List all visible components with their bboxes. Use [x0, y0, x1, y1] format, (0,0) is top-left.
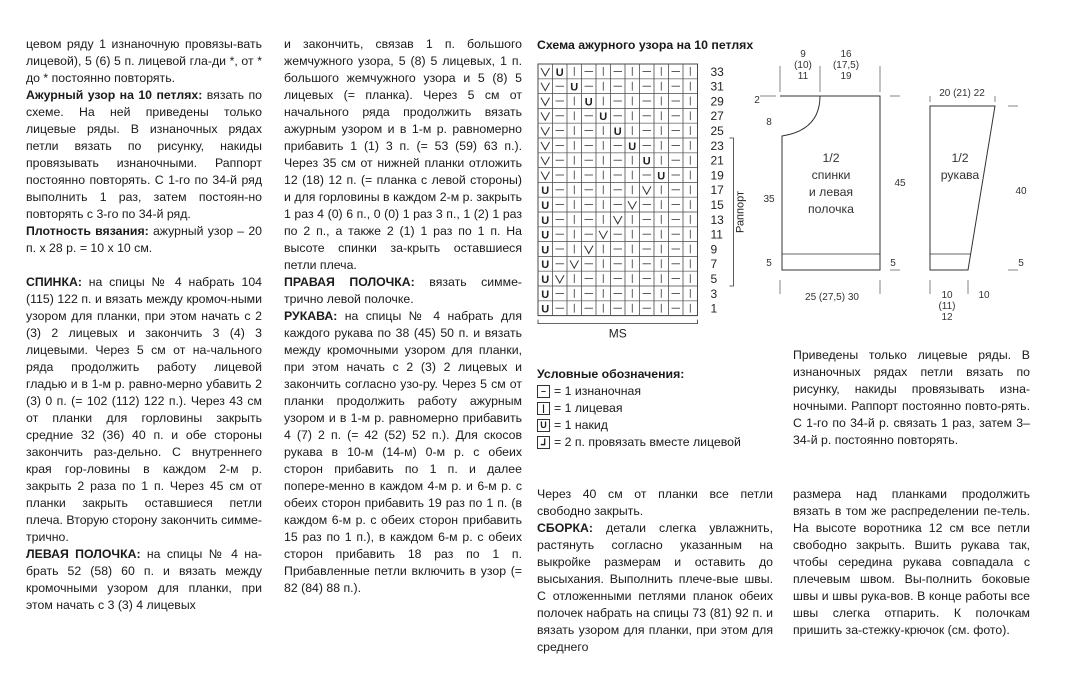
paragraph — [26, 546, 262, 614]
yarn-over-icon: U — [537, 419, 550, 432]
paragraph — [26, 223, 262, 257]
dim-label: 5 — [890, 258, 896, 269]
yarn-over-icon: U — [541, 303, 550, 316]
ms-bracket — [538, 320, 698, 324]
yarn-over-icon: U — [657, 170, 666, 183]
paragraph-text: на спицы № 4 на-брать 52 (58) 60 п. и вязать между кромочными узором для планки, при этом начать с 3 (3) 4 лицевых — [26, 547, 262, 612]
dim-label: 16 — [840, 49, 852, 60]
dim-label: (17,5) — [832, 60, 860, 71]
yarn-over-icon: U — [613, 126, 622, 138]
garment-schematic — [740, 44, 1040, 334]
row-number-label: 21 — [710, 153, 724, 168]
section-heading: ЛЕВАЯ ПОЛОЧКА: — [26, 547, 141, 561]
row-number-label: 19 — [710, 168, 724, 183]
yarn-over-icon: U — [555, 66, 564, 79]
row-number-label: 17 — [710, 183, 724, 198]
legend-item — [537, 417, 741, 434]
text-column-4 — [793, 486, 1030, 639]
dim-label: 9 — [800, 49, 806, 60]
legend-text: = 1 изнаночная — [554, 384, 642, 398]
yarn-over-icon: U — [642, 155, 651, 168]
dim-label: 8 — [766, 117, 772, 128]
ms-label: MS — [608, 326, 627, 341]
dim-label: 25 (27,5) 30 — [805, 292, 859, 303]
knit-symbol-icon: | — [537, 402, 550, 415]
dim-label: 10 — [941, 290, 953, 301]
row-number-label: 15 — [710, 198, 724, 212]
row-number-label: 27 — [710, 109, 724, 124]
dim-label: (11) — [938, 301, 956, 312]
yarn-over-icon: U — [599, 111, 608, 124]
yarn-over-icon: U — [541, 259, 550, 272]
paragraph — [284, 308, 522, 597]
lace-chart — [532, 52, 747, 352]
dim-label: 12 — [941, 312, 953, 323]
paragraph — [284, 274, 522, 308]
row-number-label: 23 — [710, 138, 724, 153]
row-number-label: 7 — [710, 257, 718, 272]
k2tog-icon: ⅃ — [537, 436, 550, 449]
body-label-line: и левая — [808, 185, 854, 199]
legend-title: Условные обозначения: — [537, 367, 685, 381]
dim-label: 35 — [763, 194, 775, 205]
paragraph-text: детали слегка увлажнить, растянуть согласно указанным на выкройке размерам и оставить до высыхания. Выполнить плече-вые швы. С отложенными петлями планок обеих полочек набрать на спицы 73 (81) 92 п. и вязать узором для планки, при этом для среднего — [537, 521, 773, 654]
yarn-over-icon: U — [541, 214, 550, 227]
paragraph-text: на спицы № 4 набрать 104 (115) 122 п. и вязать между кромоч-ными узором для планки, при этом начать с 2 (3) 2 лицевых и закончить 3 (4) 3 лицевыми. Через 5 см от на-чального ряда продолжить работу лицевой гладью и в 1-м р. равно-мерно убавить 2 (3) 0 п. (= 102 (112) 122 п.). Через 43 см от планки для горловины закрыть средние 32 (36) 40 п. и обе стороны закончить раз-дельно. С внутреннего края гор-ловины в каждом 2-м р. закрыть 2 раза по 1 п. Через 45 см от планки закрыть оставшиеся петли плеча. Вторую сторону закончить симме-трично. — [26, 275, 262, 544]
paragraph-text: на спицы № 4 набрать для каждого рукава по 38 (45) 50 п. и вязать между кромочными узором для планки, при этом начать с 2 (3) 2 лицевых и закончить согласно узо-ру. Через 5 см от планки продолжить работу ажурным узором и в 1-м р. равномерно прибавить 4 (7) 2 п. (= 42 (52) 52 п.). Для скосов рукава в 10-м (14-м) 0-м р. с обеих сторон прибавить по 1 п. и далее попере-менно в каждом 4-м р. и 6-м р. с обеих сторон прибавить 19 раз по 1 п. (в каждом 6-м р. с обеих сторон прибавить 15 раз по 1 п.), в каждом 6-м р. с обеих сторон прибавить 18 раз по 1 п. Прибавленные петли включить в узор (= 82 (84) 88 п.). — [284, 309, 522, 595]
yarn-over-icon: U — [541, 229, 550, 242]
section-heading: ПРАВАЯ ПОЛОЧКА: — [284, 275, 415, 289]
yarn-over-icon: U — [541, 200, 550, 212]
paragraph-text: Через 40 см от планки все петли свободно закрыть. — [537, 487, 773, 518]
paragraph — [537, 520, 773, 656]
dim-label: (10) — [794, 60, 812, 71]
dim-label: 2 — [754, 95, 760, 106]
row-number-label: 13 — [710, 212, 724, 227]
text-column-2 — [284, 36, 522, 597]
row-number-label: 5 — [710, 272, 718, 286]
legend-text: = 1 лицевая — [554, 401, 623, 415]
yarn-over-icon: U — [628, 140, 637, 153]
row-number-label: 29 — [710, 94, 724, 109]
legend-text: = 1 накид — [554, 418, 608, 432]
body-label-line: 1/2 — [822, 151, 840, 165]
row-number-label: 31 — [710, 79, 724, 94]
paragraph — [284, 36, 522, 274]
section-heading: Ажурный узор на 10 петлях: — [26, 88, 203, 102]
row-number-label: 9 — [710, 242, 718, 257]
row-number-label: 3 — [710, 286, 718, 301]
paragraph-text: вязать симме-трично левой полочке. — [284, 275, 523, 306]
dim-label: 11 — [797, 71, 809, 82]
rapport-bracket — [730, 138, 734, 286]
purl-symbol-icon: – — [537, 385, 550, 398]
row-number-label: 11 — [710, 227, 723, 242]
yarn-over-icon: U — [570, 81, 579, 94]
text-column-3 — [537, 486, 773, 656]
paragraph-text: вязать по схеме. На ней приведены только лицевые ряды. В изнаночных рядах петли вязать по рисунку, накиды провязывать изнаночными. Раппорт постоянно повторять. С 1-го по 34-й ряд выполнить 1 раз, затем постоян-но повторять с 3-го по 34-й ряд. — [26, 88, 262, 221]
dim-label: 19 — [840, 71, 852, 82]
row-number-label: 25 — [710, 124, 724, 138]
dim-label: 5 — [766, 258, 772, 269]
paragraph — [26, 36, 262, 87]
scheme-title: Схема ажурного узора на 10 петлях — [537, 38, 754, 52]
paragraph — [26, 274, 262, 546]
dim-label: 10 — [978, 290, 990, 301]
legend — [537, 366, 741, 451]
body-label-line: полочка — [807, 202, 855, 216]
yarn-over-icon: U — [584, 96, 593, 109]
legend-item — [537, 400, 741, 417]
scheme-note: Приведены только лицевые ряды. В изнаночных рядах петли вязать по рисунку, накиды провязывать изна-ночными. Раппорт постоянно повто-рять. С 1-го по 34-й р. связать 1 раз, затем 3–34-й р. постоянно повторять. — [793, 348, 1030, 447]
paragraph-text: размера над планками продолжить вязать в том же распределении пе-тель. На высоте воротника 12 см все петли свободно закрыть. Вшить рукава так, чтобы середина рукава совпадала с плечевым швом. Вы-полнить боковые швы и швы рука-вов. В конце работы все швы слегка отпарить. К полочкам пришить за-стежку-крючок (см. фото). — [793, 487, 1030, 637]
paragraph — [26, 87, 262, 223]
sleeve-outline — [930, 106, 995, 270]
legend-item — [537, 383, 741, 400]
dim-label: 45 — [894, 178, 906, 189]
section-heading: РУКАВА: — [284, 309, 338, 323]
yarn-over-icon: U — [541, 288, 550, 301]
sleeve-label-line: рукава — [940, 168, 980, 182]
row-number-label: 33 — [710, 64, 724, 79]
paragraph — [537, 486, 773, 520]
yarn-over-icon: U — [541, 274, 550, 286]
paragraph-text: ажурный узор – 20 п. х 28 р. = 10 х 10 см. — [26, 224, 262, 255]
paragraph-text: и закончить, связав 1 п. большого жемчужного узора, 5 (8) 5 лицевых, 1 п. большого жемчужного узора и 5 (8) 5 лицевых (= планка). Через 5 см от начального ряда продолжить вязать ажурным узором и в 1-м р. равномерно прибавить 1 (1) 3 п. (= 53 (59) 63 п.). Через 35 см от нижней планки отложить 12 (18) 12 п. (= планка с левой стороны) и для горловины в каждом 2-м р. закрыть 1 раз 4 (0) 6 п., 0 (0) 1 раз 3 п., 1 (2) 1 раз по 2 п., а также 2 (1) 1 раз по 1 п. На высоте спинки за-крыть оставшиеся петли плеча. — [284, 37, 522, 272]
yarn-over-icon: U — [541, 244, 550, 257]
yarn-over-icon: U — [541, 185, 550, 198]
section-heading: Плотность вязания: — [26, 224, 149, 238]
text-column-1 — [26, 36, 262, 614]
paragraph — [793, 486, 1030, 639]
paragraph-text: цевом ряду 1 изнаночную провязы-вать лицевой), 5 (6) 5 п. лицевой гла-ди *, от * до * постоянно повторять. — [26, 37, 262, 85]
body-outline — [780, 96, 880, 270]
sleeve-label-line: 1/2 — [951, 151, 969, 165]
dim-label: 20 (21) 22 — [939, 88, 985, 99]
dim-label: 40 — [1015, 186, 1027, 197]
body-label-line: спинки — [811, 168, 851, 182]
rapport-label: Раппорт — [734, 190, 747, 234]
legend-text: = 2 п. провязать вместе лицевой — [554, 435, 741, 449]
section-heading: СПИНКА: — [26, 275, 82, 289]
section-heading: СБОРКА: — [537, 521, 593, 535]
row-number-label: 1 — [710, 301, 718, 316]
legend-item — [537, 434, 741, 451]
dim-label: 5 — [1018, 258, 1024, 269]
